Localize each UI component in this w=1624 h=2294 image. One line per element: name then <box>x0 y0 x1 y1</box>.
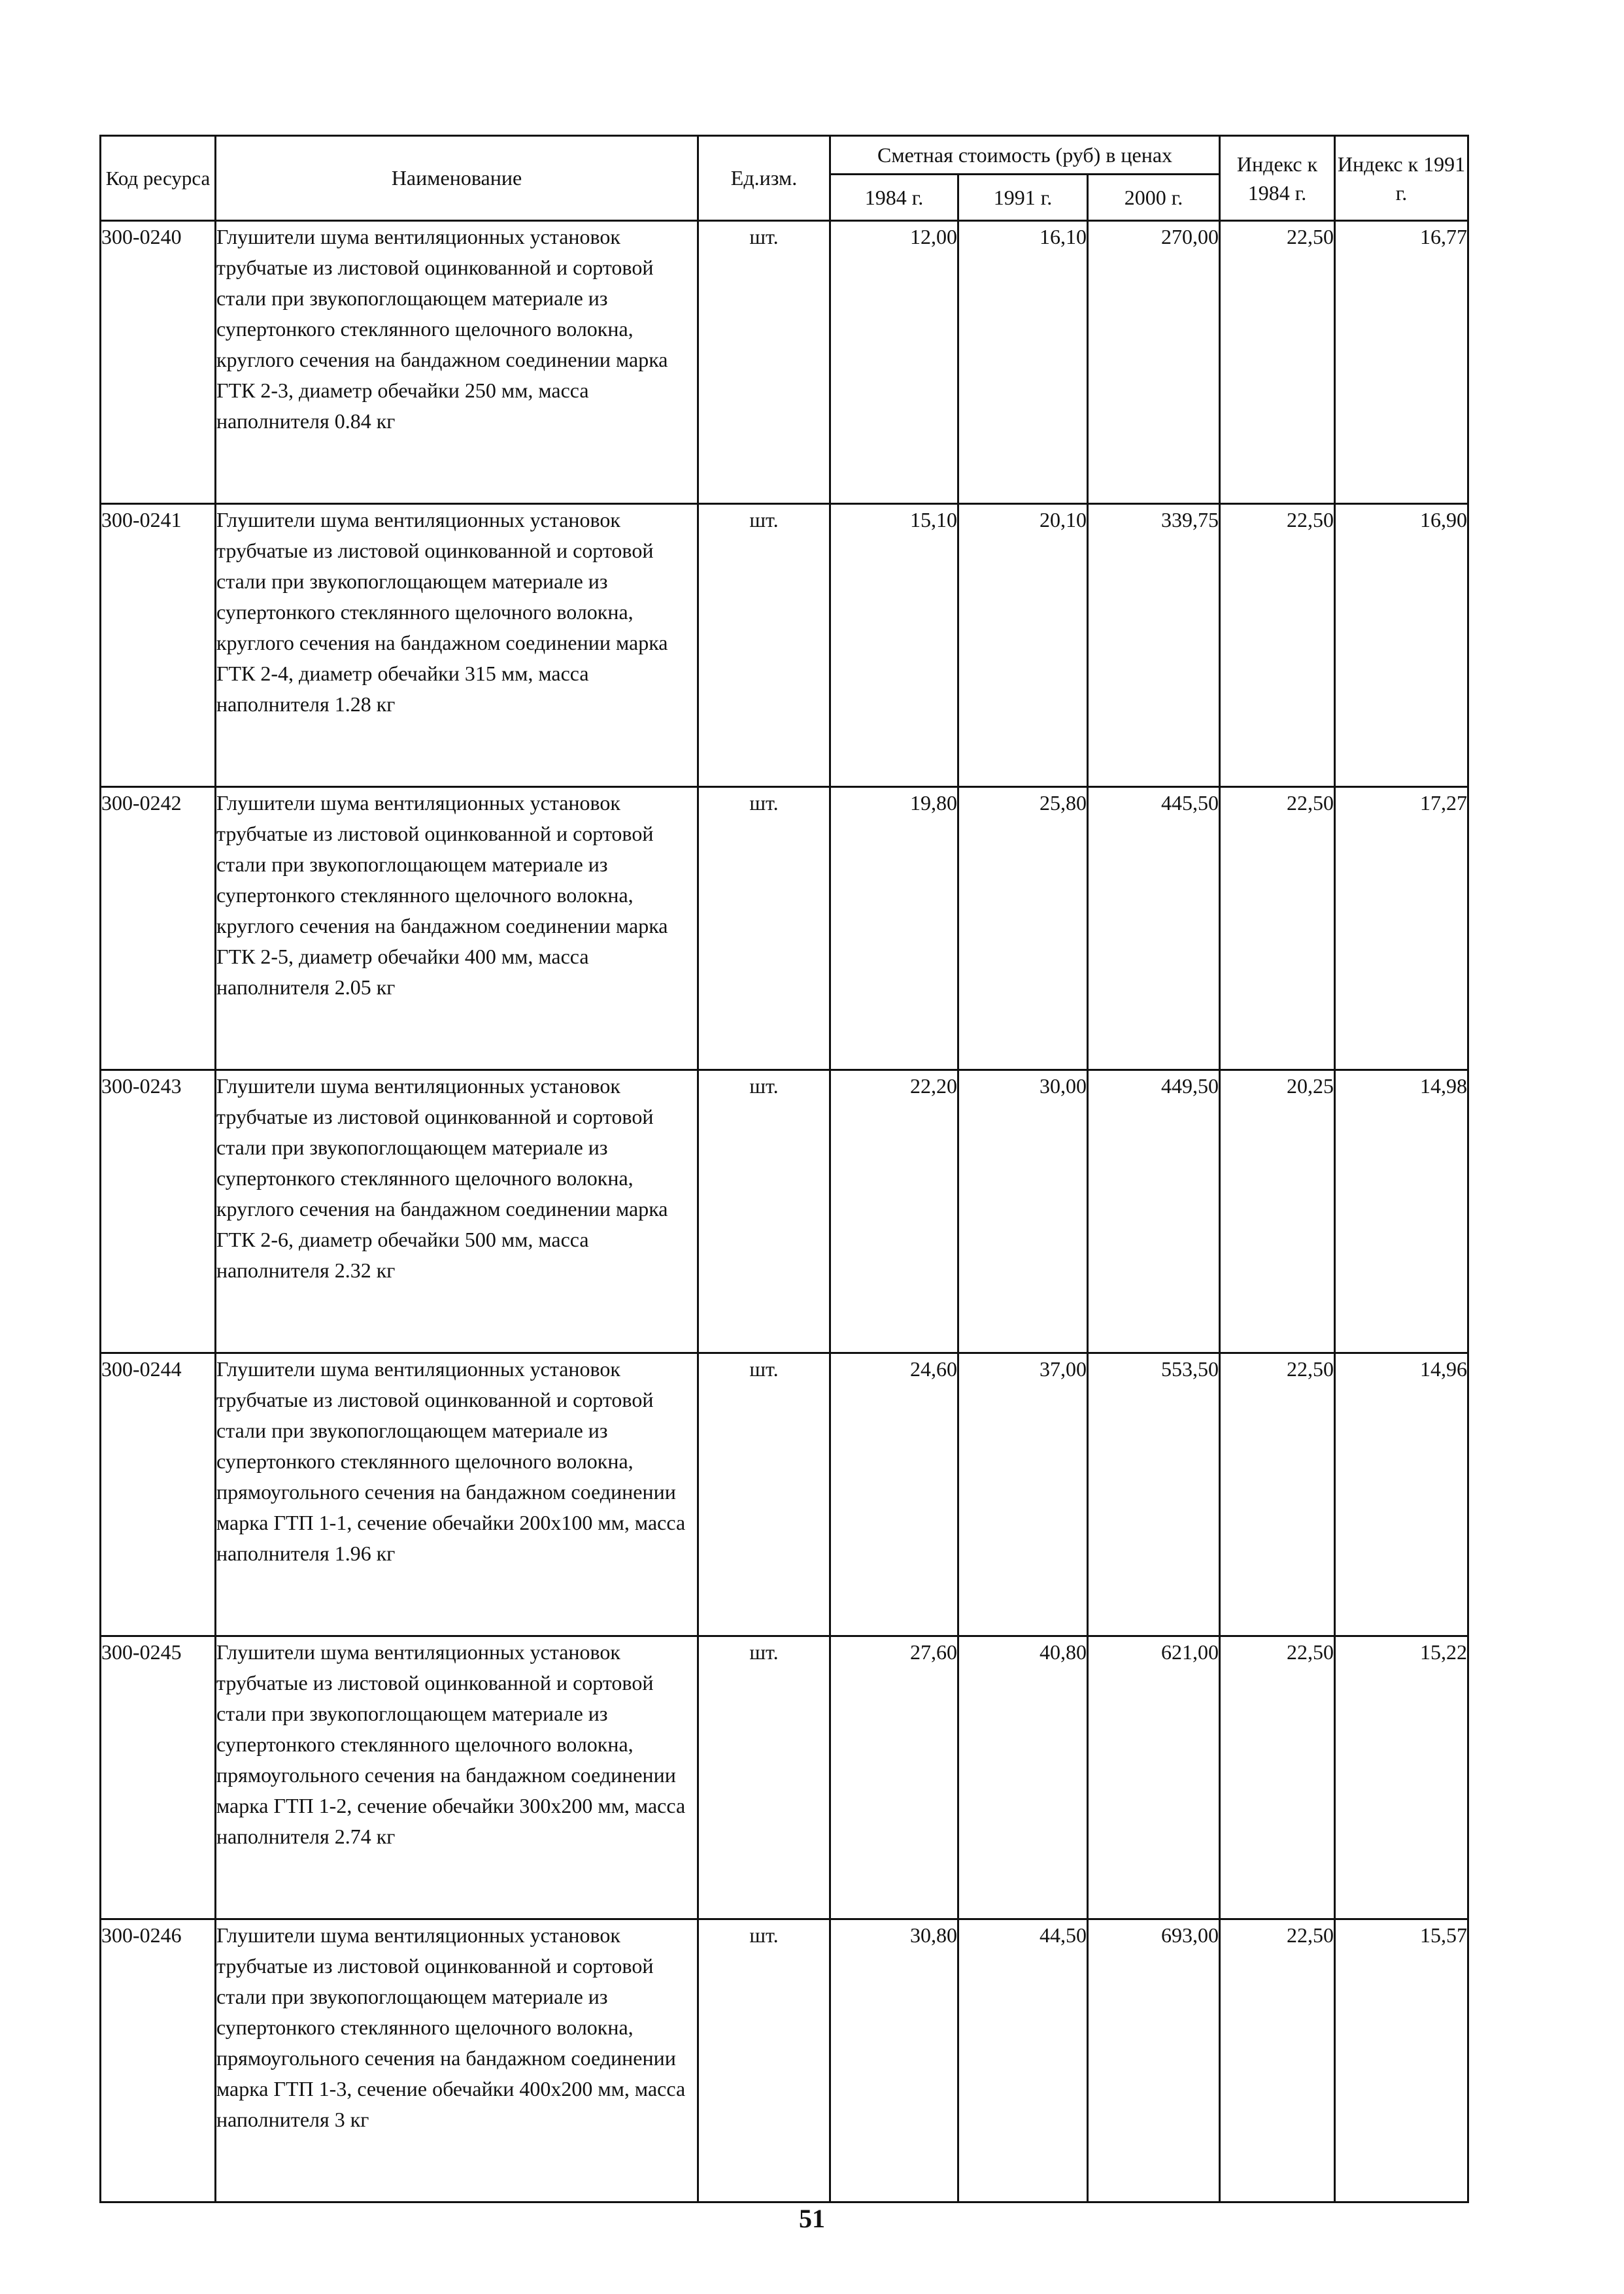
index-1984: 20,25 <box>1220 1070 1335 1353</box>
cost-1991: 25,80 <box>958 787 1088 1070</box>
index-1991: 16,90 <box>1335 504 1468 787</box>
index-1984: 22,50 <box>1220 1919 1335 2202</box>
cost-2000: 270,00 <box>1088 221 1220 504</box>
resource-unit: шт. <box>698 504 830 787</box>
resource-name: Глушители шума вентиляционных установок трубчатые из листовой оцинкованной и сортовой стали при звукопоглощающем материале из супертонкого стеклянного щелочного волокна, круглого сечения на бандажном соединении марка ГТК 2-3, диаметр обечайки 250 мм, масса наполнителя 0.84 кг <box>216 221 698 504</box>
table-row <box>101 221 1468 504</box>
resource-unit: шт. <box>698 787 830 1070</box>
cost-1984: 30,80 <box>830 1919 958 2202</box>
resource-name: Глушители шума вентиляционных установок трубчатые из листовой оцинкованной и сортовой стали при звукопоглощающем материале из супертонкого стеклянного щелочного волокна, прямоугольного сечения на бандажном соединении марка ГТП 1-1, сечение обечайки 200х100 мм, масса наполнителя 1.96 кг <box>216 1353 698 1636</box>
cost-2000: 621,00 <box>1088 1636 1220 1919</box>
header-2000: 2000 г. <box>1088 175 1220 221</box>
header-name: Наименование <box>216 136 698 221</box>
index-1984: 22,50 <box>1220 504 1335 787</box>
resource-code: 300-0246 <box>101 1919 216 2202</box>
index-1984: 22,50 <box>1220 1636 1335 1919</box>
resource-unit: шт. <box>698 221 830 504</box>
header-index-1991: Индекс к 1991 г. <box>1335 136 1468 221</box>
header-unit: Ед.изм. <box>698 136 830 221</box>
header-1984: 1984 г. <box>830 175 958 221</box>
cost-1984: 27,60 <box>830 1636 958 1919</box>
header-cost-group: Сметная стоимость (руб) в ценах <box>830 136 1220 175</box>
table-row <box>101 1353 1468 1636</box>
resource-code: 300-0242 <box>101 787 216 1070</box>
table-row <box>101 1070 1468 1353</box>
resource-code: 300-0243 <box>101 1070 216 1353</box>
price-table <box>99 135 1469 2203</box>
table-row <box>101 1636 1468 1919</box>
resource-name: Глушители шума вентиляционных установок трубчатые из листовой оцинкованной и сортовой стали при звукопоглощающем материале из супертонкого стеклянного щелочного волокна, прямоугольного сечения на бандажном соединении марка ГТП 1-2, сечение обечайки 300х200 мм, масса наполнителя 2.74 кг <box>216 1636 698 1919</box>
index-1991: 17,27 <box>1335 787 1468 1070</box>
header-code: Код ресурса <box>101 136 216 221</box>
table-row <box>101 1919 1468 2202</box>
resource-code: 300-0245 <box>101 1636 216 1919</box>
cost-1984: 24,60 <box>830 1353 958 1636</box>
index-1991: 14,96 <box>1335 1353 1468 1636</box>
resource-name: Глушители шума вентиляционных установок трубчатые из листовой оцинкованной и сортовой стали при звукопоглощающем материале из супертонкого стеклянного щелочного волокна, круглого сечения на бандажном соединении марка ГТК 2-6, диаметр обечайки 500 мм, масса наполнителя 2.32 кг <box>216 1070 698 1353</box>
cost-2000: 449,50 <box>1088 1070 1220 1353</box>
header-index-1984: Индекс к 1984 г. <box>1220 136 1335 221</box>
cost-2000: 339,75 <box>1088 504 1220 787</box>
index-1984: 22,50 <box>1220 221 1335 504</box>
resource-name: Глушители шума вентиляционных установок трубчатые из листовой оцинкованной и сортовой стали при звукопоглощающем материале из супертонкого стеклянного щелочного волокна, прямоугольного сечения на бандажном соединении марка ГТП 1-3, сечение обечайки 400х200 мм, масса наполнителя 3 кг <box>216 1919 698 2202</box>
index-1984: 22,50 <box>1220 787 1335 1070</box>
cost-2000: 445,50 <box>1088 787 1220 1070</box>
cost-1984: 19,80 <box>830 787 958 1070</box>
resource-name: Глушители шума вентиляционных установок трубчатые из листовой оцинкованной и сортовой стали при звукопоглощающем материале из супертонкого стеклянного щелочного волокна, круглого сечения на бандажном соединении марка ГТК 2-5, диаметр обечайки 400 мм, масса наполнителя 2.05 кг <box>216 787 698 1070</box>
cost-2000: 553,50 <box>1088 1353 1220 1636</box>
resource-unit: шт. <box>698 1636 830 1919</box>
cost-1991: 20,10 <box>958 504 1088 787</box>
resource-code: 300-0241 <box>101 504 216 787</box>
index-1991: 14,98 <box>1335 1070 1468 1353</box>
cost-1991: 44,50 <box>958 1919 1088 2202</box>
resource-code: 300-0244 <box>101 1353 216 1636</box>
index-1991: 15,22 <box>1335 1636 1468 1919</box>
index-1984: 22,50 <box>1220 1353 1335 1636</box>
table-row <box>101 787 1468 1070</box>
page-number: 51 <box>799 2204 825 2233</box>
header-1991: 1991 г. <box>958 175 1088 221</box>
cost-1991: 30,00 <box>958 1070 1088 1353</box>
resource-unit: шт. <box>698 1353 830 1636</box>
resource-code: 300-0240 <box>101 221 216 504</box>
table-row <box>101 504 1468 787</box>
cost-1984: 22,20 <box>830 1070 958 1353</box>
cost-1991: 16,10 <box>958 221 1088 504</box>
cost-1991: 40,80 <box>958 1636 1088 1919</box>
cost-1984: 12,00 <box>830 221 958 504</box>
resource-name: Глушители шума вентиляционных установок трубчатые из листовой оцинкованной и сортовой стали при звукопоглощающем материале из супертонкого стеклянного щелочного волокна, круглого сечения на бандажном соединении марка ГТК 2-4, диаметр обечайки 315 мм, масса наполнителя 1.28 кг <box>216 504 698 787</box>
cost-1991: 37,00 <box>958 1353 1088 1636</box>
cost-1984: 15,10 <box>830 504 958 787</box>
index-1991: 15,57 <box>1335 1919 1468 2202</box>
cost-2000: 693,00 <box>1088 1919 1220 2202</box>
index-1991: 16,77 <box>1335 221 1468 504</box>
resource-unit: шт. <box>698 1919 830 2202</box>
resource-unit: шт. <box>698 1070 830 1353</box>
